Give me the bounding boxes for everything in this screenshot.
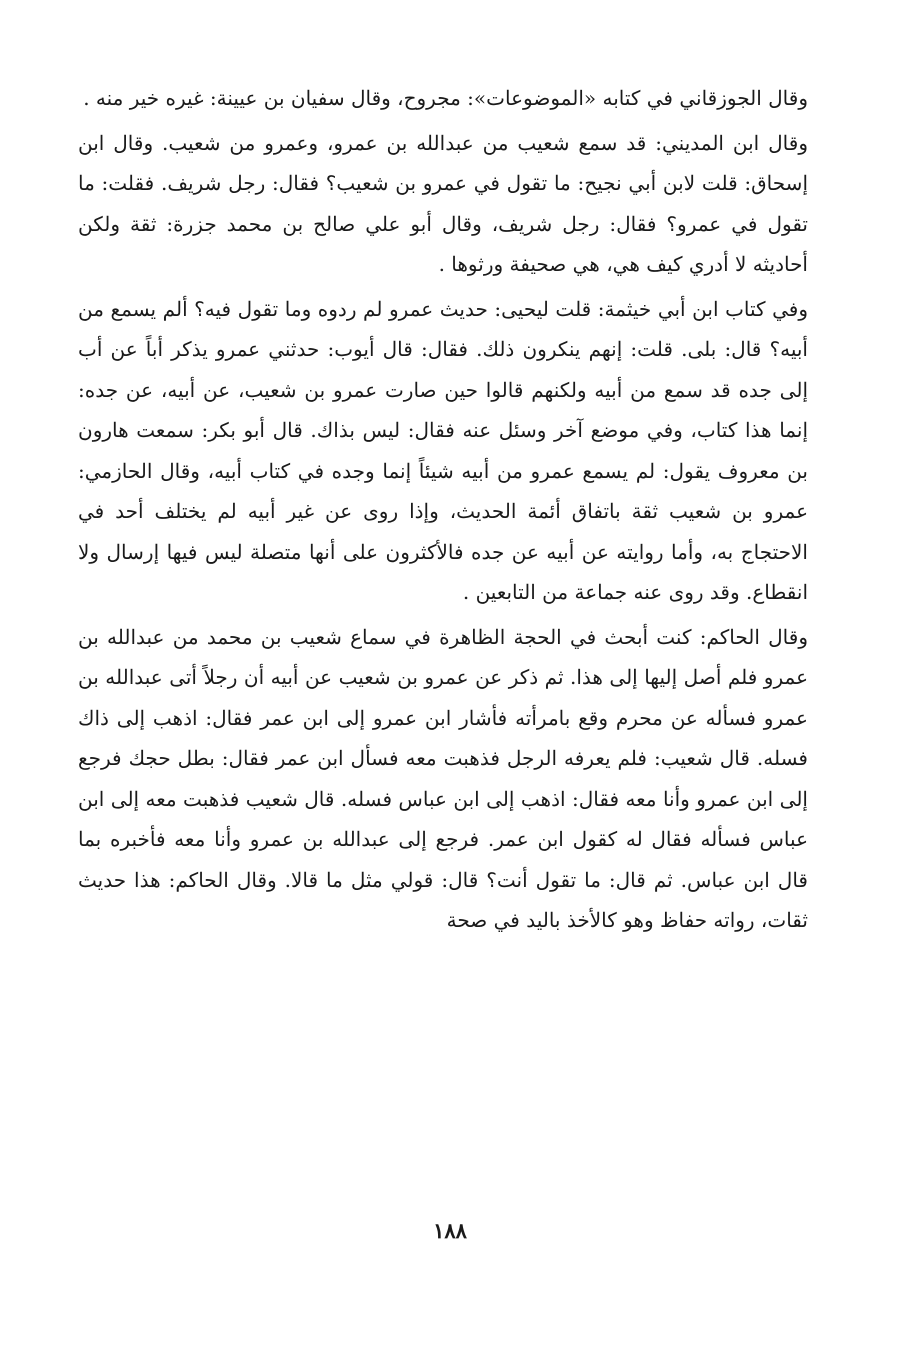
paragraph-jawzaqani: وقال الجوزقاني في كتابه «الموضوعات»: مجروح، وقال سفيان بن عيينة: غيره خير منه . [83, 86, 808, 110]
paragraph-ibn-al-madini: وقال ابن المديني: قد سمع شعيب من عبدالله بن عمرو، وعمرو من شعيب. وقال ابن إسحاق: قلت لابن أبي نجيح: ما تقول في عمرو بن شعيب؟ فقال: رجل شريف. فقلت: ما تقول في عمرو؟ فقال: رجل شريف، وقال أبو علي صالح بن محمد جزرة: ثقة ولكن أحاديثه لا أدري كيف هي، هي صحيفة ورثوها . [78, 130, 808, 276]
paragraph-ibn-abi-khaythama: وفي كتاب ابن أبي خيثمة: قلت ليحيى: حديث عمرو لم ردوه وما تقول فيه؟ ألم يسمع من أبيه؟ قال: بلى. قلت: إنهم ينكرون ذلك. فقال: قال أيوب: حدثني عمرو يذكر أباً عن أب إلى جده قد سمع من أبيه ولكنهم قالوا حين صارت عمرو بن شعيب، عن أبيه، عن جده: إنما هذا كتاب، وفي موضع آخر وسئل عنه فقال: ليس بذاك. قال أبو بكر: سمعت هارون بن معروف يقول: لم يسمع عمرو من أبيه شيئاً إنما وجده في كتاب أبيه، وقال الحازمي: عمرو بن شعيب ثقة باتفاق أئمة الحديث، وإذا روى عن غير أبيه لم يختلف أحد في الاحتجاج به، وأما روايته عن أبيه عن جده فالأكثرون على أنها متصلة ليس فيها إرسال ولا انقطاع. وقد روى عنه جماعة من التابعين . [78, 296, 808, 604]
page-number: ١٨٨ [433, 1218, 467, 1243]
body-text [78, 78, 808, 941]
paragraph-al-hakim: وقال الحاكم: كنت أبحث في الحجة الظاهرة في سماع شعيب بن محمد من عبدالله بن عمرو فلم أصل إليها إلى هذا. ثم ذكر عن عمرو بن شعيب عن أبيه أن رجلاً أتى عبدالله بن عمرو فسأله عن محرم وقع بامرأته فأشار ابن عمرو إلى ابن عمر فقال: اذهب إلى ذاك فسله. قال شعيب: فلم يعرفه الرجل فذهبت معه فسأل ابن عمر فقال: بطل حجك فرجع إلى ابن عمرو وأنا معه فقال: اذهب إلى ابن عباس فسله. قال شعيب فذهبت معه إلى ابن عباس فسأله فقال له كقول ابن عمر. فرجع إلى عبدالله بن عمرو وأنا معه فأخبره بما قال ابن عباس. ثم قال: ما تقول أنت؟ قال: قولي مثل ما قالا. وقال الحاكم: هذا حديث ثقات، رواته حفاظ وهو كالأخذ باليد في صحة [78, 624, 808, 932]
